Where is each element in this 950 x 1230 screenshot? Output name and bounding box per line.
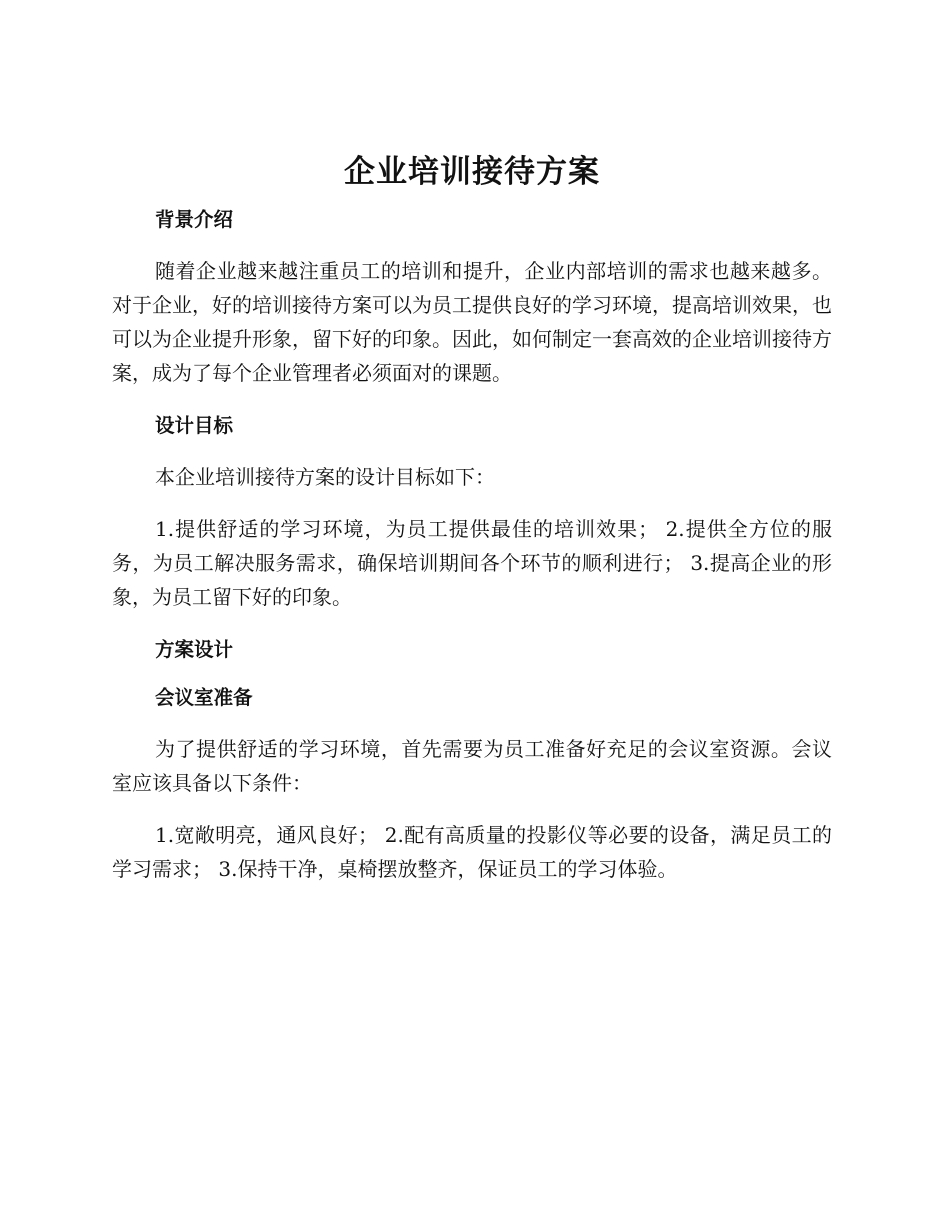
paragraph-goals-intro: 本企业培训接待方案的设计目标如下： [155,465,495,489]
paragraph-goals-list: 1.提供舒适的学习环境，为员工提供最佳的培训效果； 2.提供全方位的服务，为员工解决服务需求，确保培训期间各个环节的顺利进行； 3.提高企业的形象，为员工留下好的印象。 [112,517,832,609]
paragraph-meeting-room-intro: 为了提供舒适的学习环境，首先需要为员工准备好充足的会议室资源。会议室应该具备以下条件： [112,737,832,795]
document-body [112,150,832,886]
heading-plan-design: 方案设计 [155,638,234,661]
heading-meeting-room: 会议室准备 [155,686,253,709]
heading-design-goals: 设计目标 [155,414,234,437]
paragraph-meeting-room-list: 1.宽敞明亮，通风良好； 2.配有高质量的投影仪等必要的设备，满足员工的学习需求； 3.保持干净，桌椅摆放整齐，保证员工的学习体验。 [112,823,832,881]
heading-background: 背景介绍 [155,208,234,231]
document-title: 企业培训接待方案 [344,154,600,190]
paragraph-background: 随着企业越来越注重员工的培训和提升，企业内部培训的需求也越来越多。对于企业，好的培训接待方案可以为员工提供良好的学习环境，提高培训效果，也可以为企业提升形象，留下好的印象。因此，如何制定一套高效的企业培训接待方案，成为了每个企业管理者必须面对的课题。 [112,259,832,385]
